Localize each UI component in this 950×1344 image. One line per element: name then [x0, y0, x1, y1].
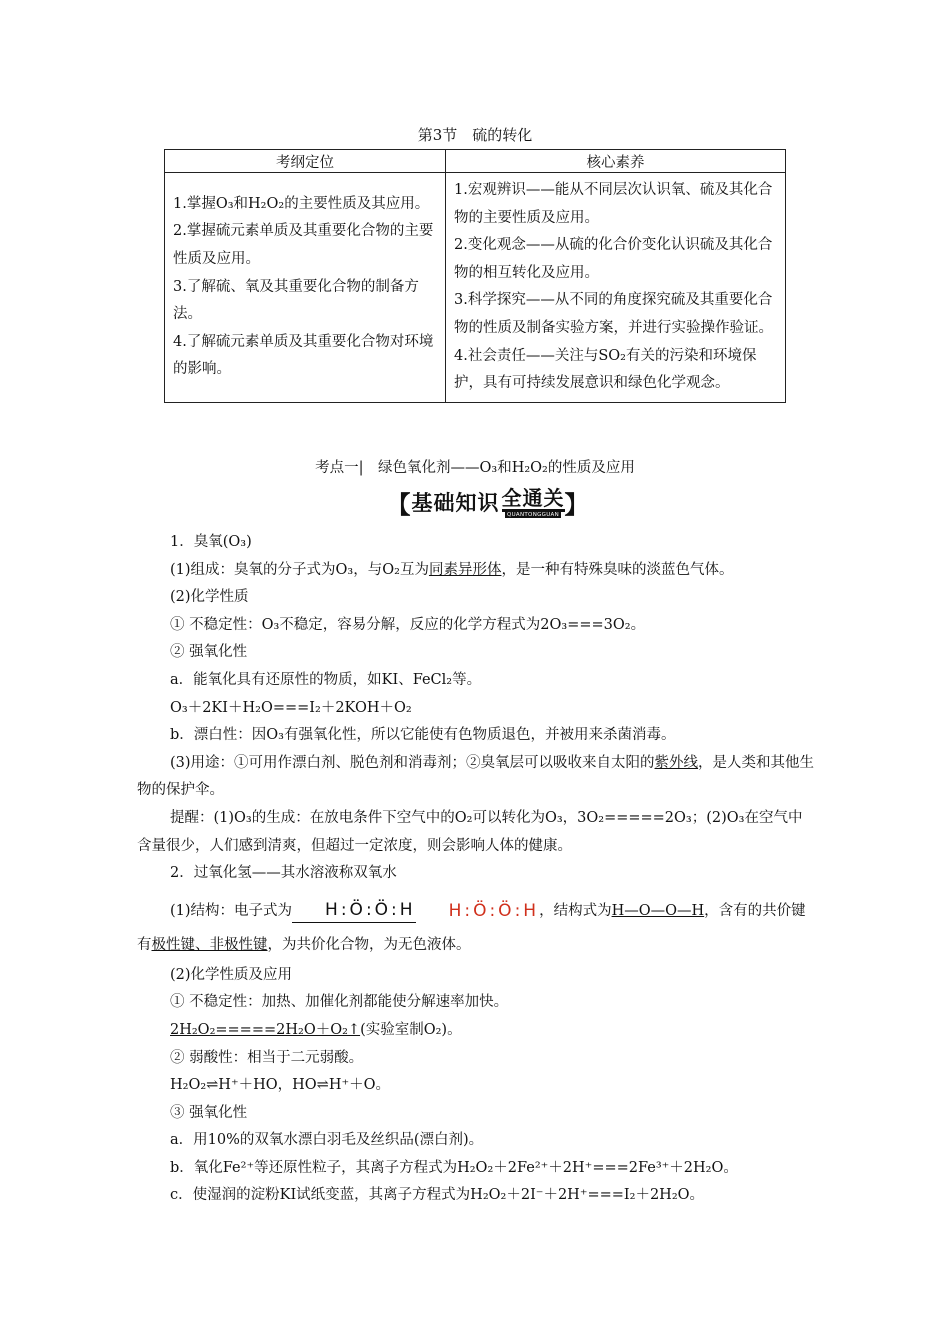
- paragraph: ① 不稳定性：加热、加催化剂都能使分解速率加快。: [170, 994, 509, 1011]
- syllabus-cell: [165, 173, 446, 403]
- paragraph: (1)结构：电子式为 H꞉Ö꞉Ö꞉H H꞉Ö꞉Ö꞉H，结构式为H—O—O—H，含有的共价键有极性键、非极性键，为共价化合物，为无色液体。: [137, 900, 806, 953]
- paragraph: c．使湿润的淀粉KI试纸变蓝，其离子方程式为H₂O₂＋2I⁻＋2H⁺===I₂＋2H₂O。: [170, 1187, 705, 1204]
- banner-badge-subtext: QUANTONGGUAN: [506, 511, 560, 518]
- paragraph: (2)化学性质及应用: [170, 966, 293, 983]
- syllabus-item: 3.了解硫、氧及其重要化合物的制备方法。: [173, 278, 419, 323]
- banner-badge-text: 全通关: [501, 485, 565, 510]
- literacy-cell: [446, 173, 786, 403]
- topic-heading: 考点一| 绿色氧化剂——O₃和H₂O₂的性质及应用: [315, 460, 635, 476]
- table-header-literacy: 核心素养: [446, 150, 786, 173]
- paragraph: a．用10%的双氧水漂白羽毛及丝织品(漂白剂)。: [170, 1132, 484, 1149]
- paragraph: b．氧化Fe²⁺等还原性粒子，其离子方程式为H₂O₂＋2Fe²⁺＋2H⁺===2Fe³⁺＋2H₂O。: [170, 1159, 738, 1176]
- paragraph: ① 不稳定性：O₃不稳定，容易分解，反应的化学方程式为2O₃===3O₂。: [170, 616, 646, 633]
- paragraph: b．漂白性：因O₃有强氧化性，所以它能使有色物质退色，并被用来杀菌消毒。: [170, 727, 676, 744]
- paragraph: (1)组成：臭氧的分子式为O₃，与O₂互为同素异形体，是一种有特殊臭味的淡蓝色气体。: [170, 561, 734, 578]
- electron-formula-red: H꞉Ö꞉Ö꞉H: [448, 900, 540, 921]
- banner-badge: [502, 487, 565, 518]
- paragraph: a．能氧化具有还原性的物质，如KI、FeCl₂等。: [170, 671, 482, 688]
- paragraph: (2)化学性质: [170, 589, 249, 606]
- answer-underline: H—O—O—H: [611, 902, 705, 919]
- answer-underline: 紫外线: [654, 754, 699, 771]
- syllabus-item: 2.掌握硫元素单质及其重要化合物的主要性质及应用。: [173, 223, 434, 267]
- literacy-item: 3.科学探究——从不同的角度探究硫及其重要化合物的性质及制备实验方案，并进行实验操作验证。: [454, 292, 773, 336]
- equation: H₂O₂⇌H⁺＋HO，HO⇌H⁺＋O。: [170, 1077, 391, 1094]
- literacy-item: 1.宏观辨识——能从不同层次认识氧、硫及其化合物的主要性质及应用。: [454, 182, 773, 226]
- syllabus-item: 4.了解硫元素单质及其重要化合物对环境的影响。: [173, 333, 434, 378]
- equation: O₃＋2KI＋H₂O===I₂＋2KOH＋O₂: [170, 699, 412, 716]
- equation: 2H₂O₂=====2H₂O＋O₂↑(实验室制O₂)。: [170, 1021, 462, 1038]
- paragraph: ② 强氧化性: [170, 644, 248, 661]
- banner-bracket-right: 】: [564, 490, 590, 519]
- table-header-syllabus: 考纲定位: [165, 150, 446, 173]
- heading-ozone: 1．臭氧(O₃): [170, 534, 252, 550]
- syllabus-item: 1.掌握O₃和H₂O₂的主要性质及其应用。: [173, 195, 430, 212]
- paragraph: (3)用途：①可用作漂白剂、脱色剂和消毒剂；②臭氧层可以吸收来自太阳的紫外线，是人类和其他生物的保护伞。: [137, 754, 815, 799]
- answer-underline: 极性键、非极性键: [151, 936, 268, 953]
- section-title: 第3节 硫的转化: [417, 126, 533, 144]
- objectives-table: [164, 149, 786, 403]
- paragraph: ② 弱酸性：相当于二元弱酸。: [170, 1049, 364, 1066]
- note-paragraph: 提醒：(1)O₃的生成：在放电条件下空气中的O₂可以转化为O₃，3O₂=====2O₃；(2)O₃在空气中含量很少，人们感到清爽，但超过一定浓度，则会影响人体的健康。: [137, 809, 803, 854]
- banner-text: 基础知识: [411, 491, 500, 515]
- main-content: [137, 529, 815, 1210]
- literacy-item: 2.变化观念——从硫的化合价变化认识硫及其化合物的相互转化及应用。: [454, 237, 773, 281]
- paragraph: ③ 强氧化性: [170, 1104, 248, 1121]
- heading-peroxide: 2．过氧化氢——其水溶液称双氧水: [170, 865, 397, 882]
- answer-underline: 同素异形体: [428, 561, 502, 578]
- section-banner: [378, 485, 598, 519]
- answer-underline: 2H₂O₂=====2H₂O＋O₂↑: [170, 1021, 361, 1038]
- literacy-item: 4.社会责任——关注与SO₂有关的污染和环境保护，具有可持续发展意识和绿色化学观念。: [454, 347, 757, 392]
- electron-formula-answer: H꞉Ö꞉Ö꞉H: [292, 898, 416, 923]
- banner-bracket-left: 【: [386, 490, 412, 519]
